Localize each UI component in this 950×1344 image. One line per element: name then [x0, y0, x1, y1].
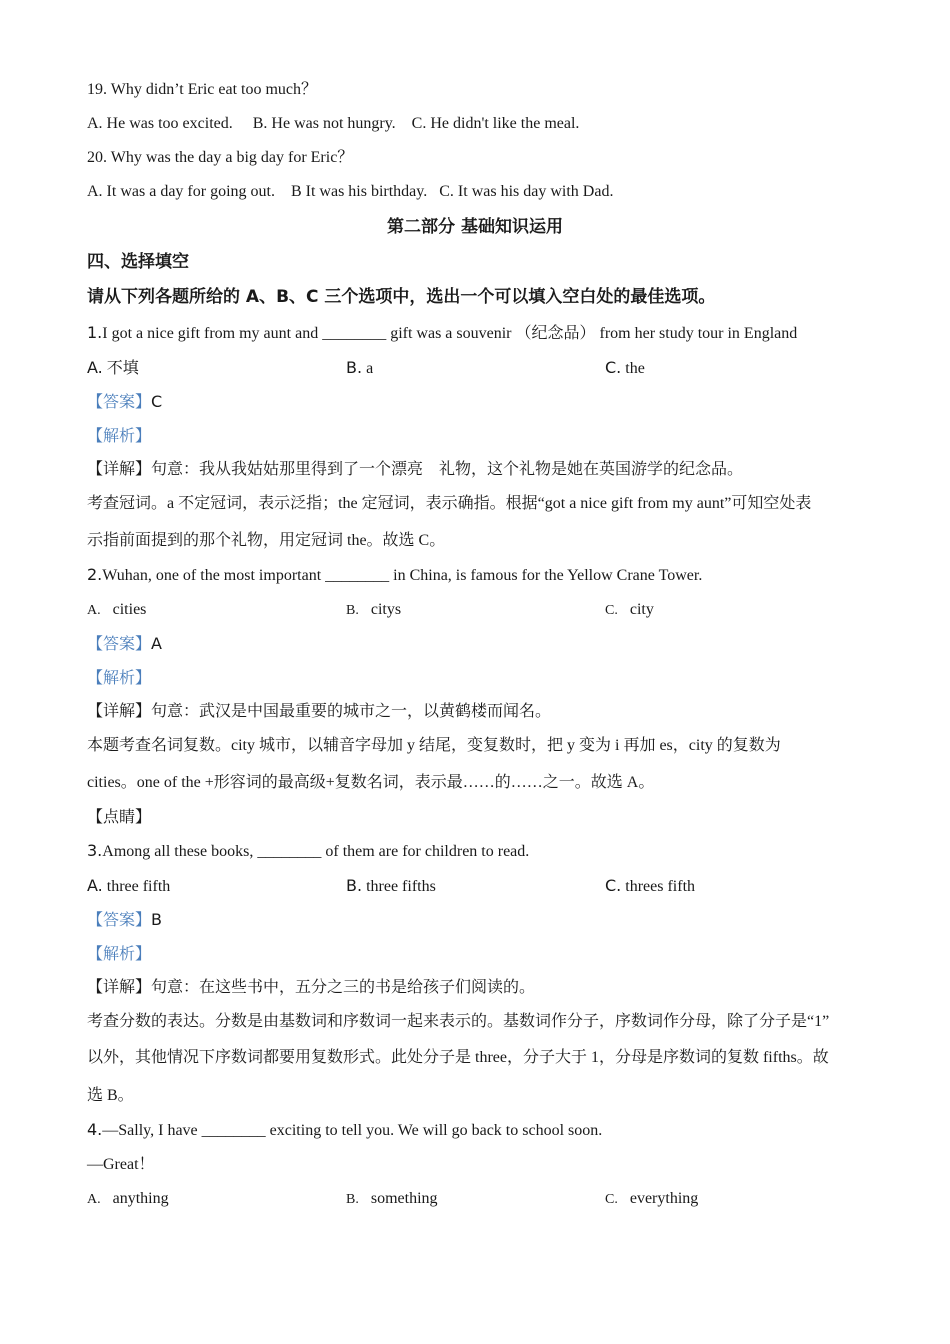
- q3-answer: 【答案】B: [87, 910, 162, 929]
- q1-option-b: B. a: [346, 358, 374, 377]
- question-20: 20. Why was the day a big day for Eric？: [87, 149, 354, 166]
- question-19: 19. Why didn’t Eric eat too much？: [87, 81, 318, 98]
- question-number: 3.: [87, 841, 103, 860]
- q2-option-a: A. cities: [87, 601, 147, 618]
- question-3: [87, 841, 529, 862]
- q4-option-c: C. everything: [605, 1190, 699, 1207]
- question-number: 1.: [87, 323, 103, 342]
- part-title: 第二部分 基础知识运用: [387, 217, 563, 237]
- q1-option-c: C. the: [605, 358, 645, 377]
- q3-option-c: C. threes fifth: [605, 876, 696, 895]
- question-20-options: A. It was a day for going out. B It was his birthday. C. It was his day with Dad.: [87, 183, 614, 200]
- q2-option-b: B. citys: [346, 601, 402, 618]
- q3-detail: 【详解】句意：在这些书中，五分之三的书是给孩子们阅读的。: [87, 979, 536, 996]
- question-19-options: A. He was too excited. B. He was not hungry. C. He didn't like the meal.: [87, 115, 580, 132]
- question-2: [87, 565, 702, 586]
- q2-option-c: C. city: [605, 601, 654, 618]
- question-number: 2.: [87, 565, 103, 584]
- q1-analysis-tag: 【解析】: [87, 428, 152, 445]
- q2-explain-line-1: 本题考查名词复数。city 城市，以辅音字母加 y 结尾，变复数时，把 y 变为 i 再加 es，city 的复数为: [87, 737, 781, 754]
- question-1: [87, 323, 797, 344]
- question-text: —Sally, I have ________ exciting to tell you. We will go back to school soon.: [102, 1122, 603, 1139]
- q2-note-tag: 【点睛】: [87, 809, 152, 826]
- question-text: I got a nice gift from my aunt and ________ gift was a souvenir （纪念品） from her study tour in England: [102, 325, 798, 342]
- q3-explain-line-2: 以外，其他情况下序数词都要用复数形式。此处分子是 three，分子大于 1，分母是序数词的复数 fifths。故: [87, 1049, 829, 1066]
- q2-analysis-tag: 【解析】: [87, 670, 152, 687]
- q1-explain-line-2: 示指前面提到的那个礼物，用定冠词 the。故选 C。: [87, 532, 446, 549]
- q3-explain-line-3: 选 B。: [87, 1087, 134, 1104]
- question-number: 4.: [87, 1120, 103, 1139]
- q1-option-a: A. 不填: [87, 358, 139, 377]
- q3-explain-line-1: 考查分数的表达。分数是由基数词和序数词一起来表示的。基数词作分子，序数词作分母，除了分子是“1”: [87, 1013, 830, 1030]
- question-text: Wuhan, one of the most important ________ in China, is famous for the Yellow Crane Tower.: [102, 567, 703, 584]
- q4-option-b: B. something: [346, 1190, 438, 1207]
- question-text: Among all these books, ________ of them are for children to read.: [102, 843, 530, 860]
- q2-answer: 【答案】A: [87, 634, 162, 653]
- q3-option-a: A. three fifth: [87, 876, 171, 895]
- question-4-reply: —Great！: [87, 1156, 155, 1173]
- section-title: 四、选择填空: [87, 252, 189, 272]
- section-instruction: 请从下列各题所给的 A、B、C 三个选项中，选出一个可以填入空白处的最佳选项。: [87, 287, 716, 307]
- q1-detail: 【详解】句意：我从我姑姑那里得到了一个漂亮 礼物，这个礼物是她在英国游学的纪念品。: [87, 461, 744, 478]
- q1-answer: 【答案】C: [87, 392, 163, 411]
- q1-explain-line-1: 考查冠词。a 不定冠词，表示泛指；the 定冠词，表示确指。根据“got a nice gift from my aunt”可知空处表: [87, 495, 812, 512]
- question-4: [87, 1120, 602, 1141]
- q2-detail: 【详解】句意：武汉是中国最重要的城市之一，以黄鹤楼而闻名。: [87, 703, 552, 720]
- q3-analysis-tag: 【解析】: [87, 946, 152, 963]
- q4-option-a: A. anything: [87, 1190, 169, 1207]
- q3-option-b: B. three fifths: [346, 876, 436, 895]
- q2-explain-line-2: cities。one of the +形容词的最高级+复数名词，表示最……的……之一。故选 A。: [87, 774, 655, 791]
